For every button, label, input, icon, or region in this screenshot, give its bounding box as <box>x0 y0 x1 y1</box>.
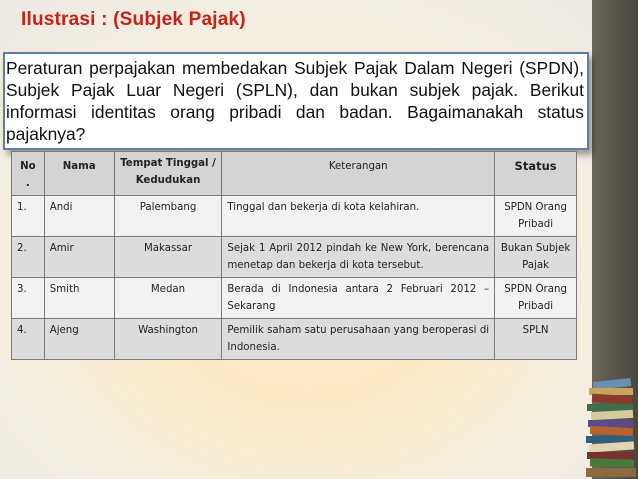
table-row <box>12 278 577 319</box>
header-keterangan: Keterangan <box>222 152 495 196</box>
cell-nama: Smith <box>44 278 114 319</box>
table-row <box>12 196 577 237</box>
stack-of-books-icon <box>583 374 638 479</box>
cell-tempat: Makassar <box>114 237 222 278</box>
cell-nama: Andi <box>44 196 114 237</box>
cell-no: 4. <box>12 319 45 360</box>
cell-status: SPLN <box>495 319 577 360</box>
cell-keterangan: Sejak 1 April 2012 pindah ke New York, berencana menetap dan bekerja di kota tersebut. <box>222 237 495 278</box>
cell-nama: Ajeng <box>44 319 114 360</box>
cell-keterangan: Berada di Indonesia antara 2 Februari 2012 – Sekarang <box>222 278 495 319</box>
cell-tempat: Palembang <box>114 196 222 237</box>
cell-tempat: Medan <box>114 278 222 319</box>
header-tempat: Tempat Tinggal / Kedudukan <box>114 152 222 196</box>
cell-status: SPDN Orang Pribadi <box>495 196 577 237</box>
cell-keterangan: Tinggal dan bekerja di kota kelahiran. <box>222 196 495 237</box>
cell-status: Bukan Subjek Pajak <box>495 237 577 278</box>
table-row <box>12 237 577 278</box>
table-row <box>12 319 577 360</box>
header-no: No . <box>12 152 45 196</box>
subject-table <box>11 151 577 360</box>
cell-keterangan: Pemilik saham satu perusahaan yang beroperasi di Indonesia. <box>222 319 495 360</box>
cell-no: 2. <box>12 237 45 278</box>
cell-tempat: Washington <box>114 319 222 360</box>
intro-text: Peraturan perpajakan membedakan Subjek Pajak Dalam Negeri (SPDN), Subjek Pajak Luar Negeri (SPLN), dan bukan subjek pajak. Berikut informasi identitas orang pribadi dan badan. Bagaimanakah status pajaknya? <box>6 58 584 144</box>
cell-no: 1. <box>12 196 45 237</box>
header-status: Status <box>495 152 577 196</box>
cell-status: SPDN Orang Pribadi <box>495 278 577 319</box>
header-nama: Nama <box>44 152 114 196</box>
cell-no: 3. <box>12 278 45 319</box>
table-header-row <box>12 152 577 196</box>
cell-nama: Amir <box>44 237 114 278</box>
slide-title: Ilustrasi : (Subjek Pajak) <box>21 9 246 30</box>
